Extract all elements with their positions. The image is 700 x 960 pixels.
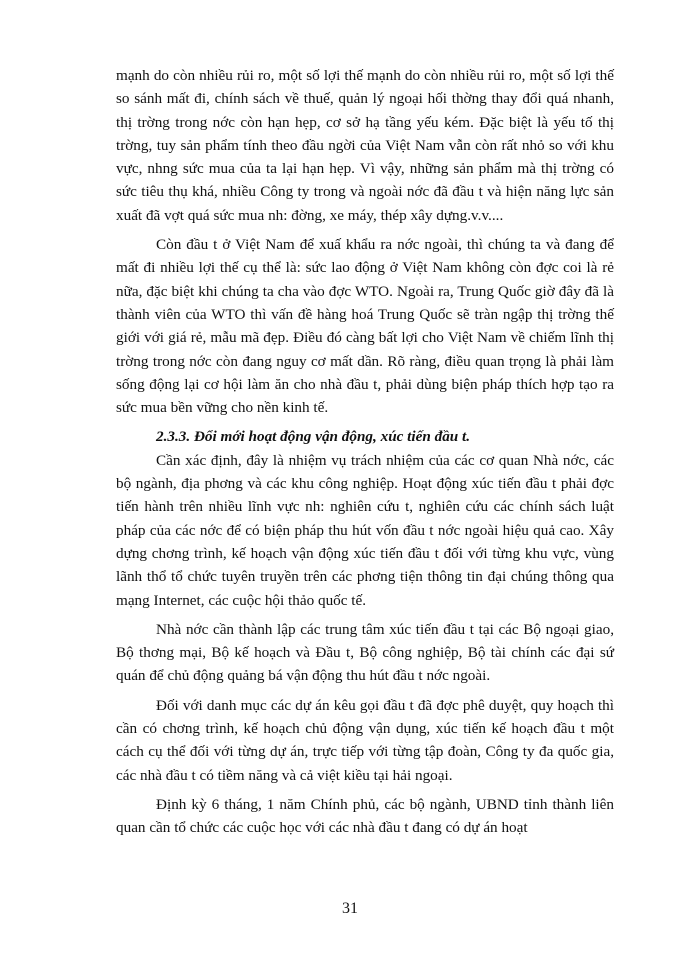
- paragraph-promotion-centers: Nhà nớc cần thành lập các trung tâm xúc tiến đầu t tại các Bộ ngoại giao, Bộ thơng mại, Bộ kế hoạch và Đầu t, Bộ công nghiệp, Bộ tài chính các đại sứ quán để chủ động quảng bá vận động thu hút đầu t nớc ngoài.: [116, 620, 614, 685]
- paragraph-periodic-meetings: Định kỳ 6 tháng, 1 năm Chính phủ, các bộ ngành, UBND tỉnh thành liên quan cần tổ chức các cuộc học với các nhà đầu t đang có dự án hoạt: [116, 795, 614, 837]
- body-text: [116, 64, 614, 846]
- paragraph-promotion-tasks: Cần xác định, đây là nhiệm vụ trách nhiệm của các cơ quan Nhà nớc, các bộ ngành, địa phơng và các khu công nghiệp. Hoạt động xúc tiến đầu t phải đợc tiến hành trên nhiều lĩnh vực nh: nghiên cứu t, nghiên cứu các chính sách luật pháp của các nớc để có biện pháp thu hút vốn đầu t nớc ngoài hiệu quả cao. Xây dựng chơng trình, kế hoạch vận động xúc tiến đầu t đối với từng khu vực, vùng lãnh thổ tổ chức tuyên truyền trên các phơng tiện thông tin đại chúng thông qua mạng Internet, các cuộc hội thảo quốc tế.: [116, 451, 614, 609]
- paragraph-continuation: mạnh do còn nhiều rủi ro, một số lợi thế mạnh do còn nhiều rủi ro, một số lợi thế so sánh mất đi, chính sách về thuế, quản lý ngoại hối thờng thay đổi quá nhanh, thị trờng trong nớc còn hạn hẹp, cơ sở hạ tầng yếu kém. Đặc biệt là yếu tố thị trờng, tuy sản phẩm tính theo đầu ngời của Việt Nam vẫn còn rất nhỏ so với khu vực, nhng sức mua của ta lại hạn hẹp. Vì vậy, những sản phẩm mà thị trờng có sức tiêu thụ khá, nhiều Công ty trong và ngoài nớc đã đầu t và hiện năng lực sản xuất đã vợt quá sức mua nh: đờng, xe máy, thép xây dựng.v.v....: [116, 67, 614, 224]
- page-number: 31: [342, 900, 358, 917]
- section-heading: 2.3.3. Đổi mới hoạt động vận động, xúc tiến đầu t.: [156, 428, 471, 446]
- paragraph-export-investment: Còn đầu t ở Việt Nam để xuấ khẩu ra nớc ngoài, thì chúng ta và đang để mất đi nhiều lợi thế cụ thể là: sức lao động ở Việt Nam không còn đợc coi là rẻ nữa, đặc biệt khi chúng ta cha vào đợc WTO. Ngoài ra, Trung Quốc giờ đây đã là thành viên của WTO thì vấn đề hàng hoá Trung Quốc sẽ tràn ngập thị trờng thế giới với giá rẻ, mẫu mã đẹp. Điều đó càng bất lợi cho Việt Nam về chiếm lĩnh thị trờng trong nớc còn đang nguy cơ mất dần. Rõ ràng, điều quan trọng là phải làm sống động lại cơ hội làm ăn cho nhà đầu t, phải dùng biện pháp thích hợp tạo ra sức mua bền vững cho nền kinh tế.: [116, 236, 614, 417]
- paragraph-project-list: Đối với danh mục các dự án kêu gọi đầu t đã đợc phê duyệt, quy hoạch thì cần có chơng trình, kế hoạch chủ động vận dụng, xúc tiến kế hoạch đầu t một cách cụ thể đối với từng dự án, trực tiếp với từng tập đoàn, Công ty đa quốc gia, các nhà đầu t có tiềm năng và cả việt kiều tại hải ngoại.: [116, 696, 614, 784]
